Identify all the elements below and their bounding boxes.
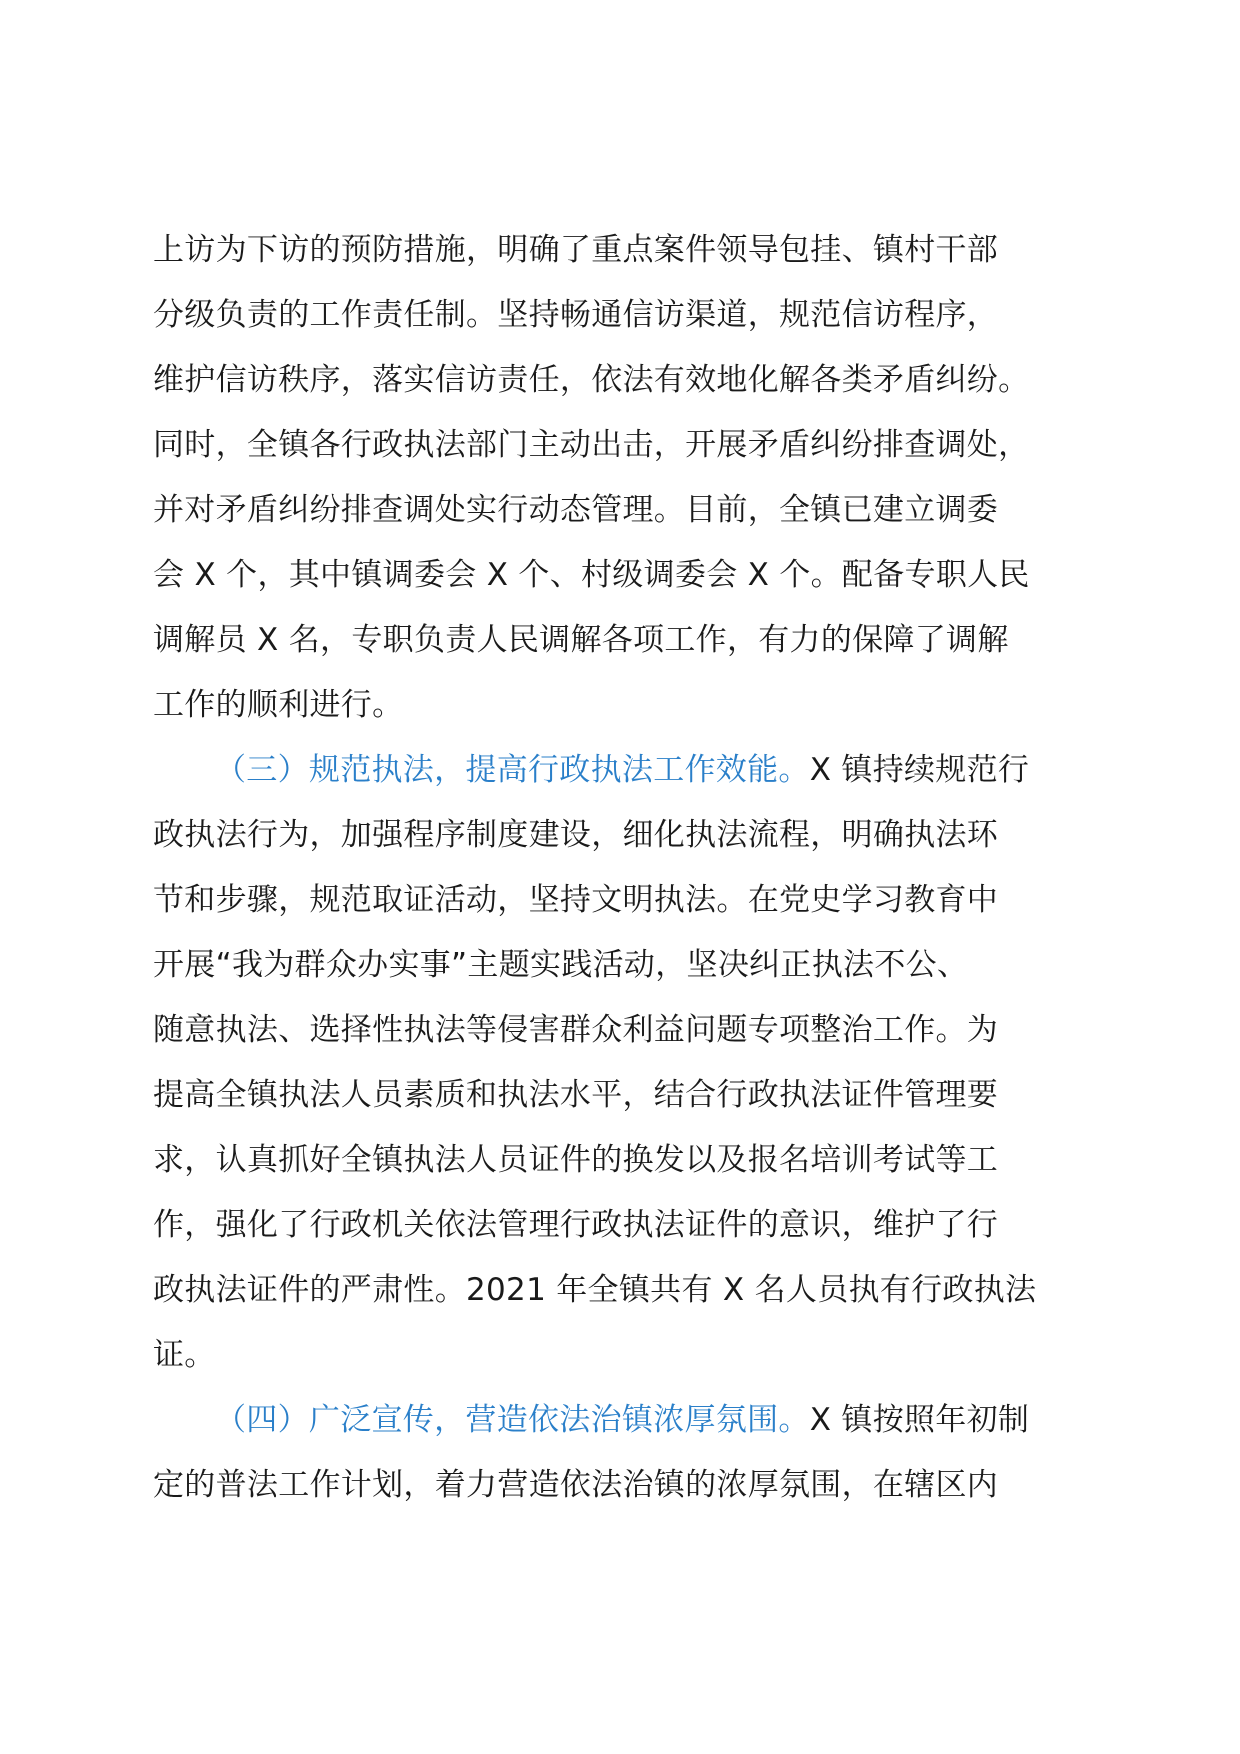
text-line: 求，认真抓好全镇执法人员证件的换发以及报名培训考试等工	[153, 1142, 999, 1178]
text-line: 开展“我为群众办实事”主题实践活动，坚决纠正执法不公、	[153, 947, 969, 983]
text-line: 同时，全镇各行政执法部门主动出击，开展矛盾纠纷排查调处，	[153, 427, 1030, 463]
text-line: 定的普法工作计划，着力营造依法治镇的浓厚氛围，在辖区内	[153, 1467, 999, 1503]
text-line: 提高全镇执法人员素质和执法水平，结合行政执法证件管理要	[153, 1077, 999, 1113]
section-4-lead-text: X 镇按照年初制	[809, 1402, 1030, 1438]
section-3-heading: （三）规范执法，提高行政执法工作效能。	[215, 752, 810, 788]
document-body	[153, 218, 1103, 1518]
section-3-paragraph	[153, 738, 1103, 1388]
text-line: 随意执法、选择性执法等侵害群众利益问题专项整治工作。为	[153, 1012, 999, 1048]
text-line: 政执法证件的严肃性。2021 年全镇共有 X 名人员执有行政执法	[153, 1272, 1037, 1308]
text-line: 作，强化了行政机关依法管理行政执法证件的意识，维护了行	[153, 1207, 999, 1243]
text-line: 分级负责的工作责任制。坚持畅通信访渠道，规范信访程序，	[153, 297, 999, 333]
text-line: 维护信访秩序，落实信访责任，依法有效地化解各类矛盾纠纷。	[153, 362, 1030, 398]
section-4-heading: （四）广泛宣传，营造依法治镇浓厚氛围。	[215, 1402, 810, 1438]
section-4-first-line	[153, 1388, 1103, 1453]
section-4-paragraph	[153, 1388, 1103, 1518]
text-line: 证。	[153, 1337, 216, 1373]
text-line: 节和步骤，规范取证活动，坚持文明执法。在党史学习教育中	[153, 882, 999, 918]
section-3-first-line	[153, 738, 1103, 803]
section-3-lead-text: X 镇持续规范行	[809, 752, 1030, 788]
text-line: 工作的顺利进行。	[153, 687, 404, 723]
text-line: 并对矛盾纠纷排查调处实行动态管理。目前，全镇已建立调委	[153, 492, 999, 528]
text-line: 调解员 X 名，专职负责人民调解各项工作，有力的保障了调解	[153, 622, 1009, 658]
text-line: 会 X 个，其中镇调委会 X 个、村级调委会 X 个。配备专职人民	[153, 557, 1030, 593]
text-line: 上访为下访的预防措施，明确了重点案件领导包挂、镇村干部	[153, 232, 999, 268]
text-line: 政执法行为，加强程序制度建设，细化执法流程，明确执法环	[153, 817, 999, 853]
paragraph-continued	[153, 218, 1103, 738]
